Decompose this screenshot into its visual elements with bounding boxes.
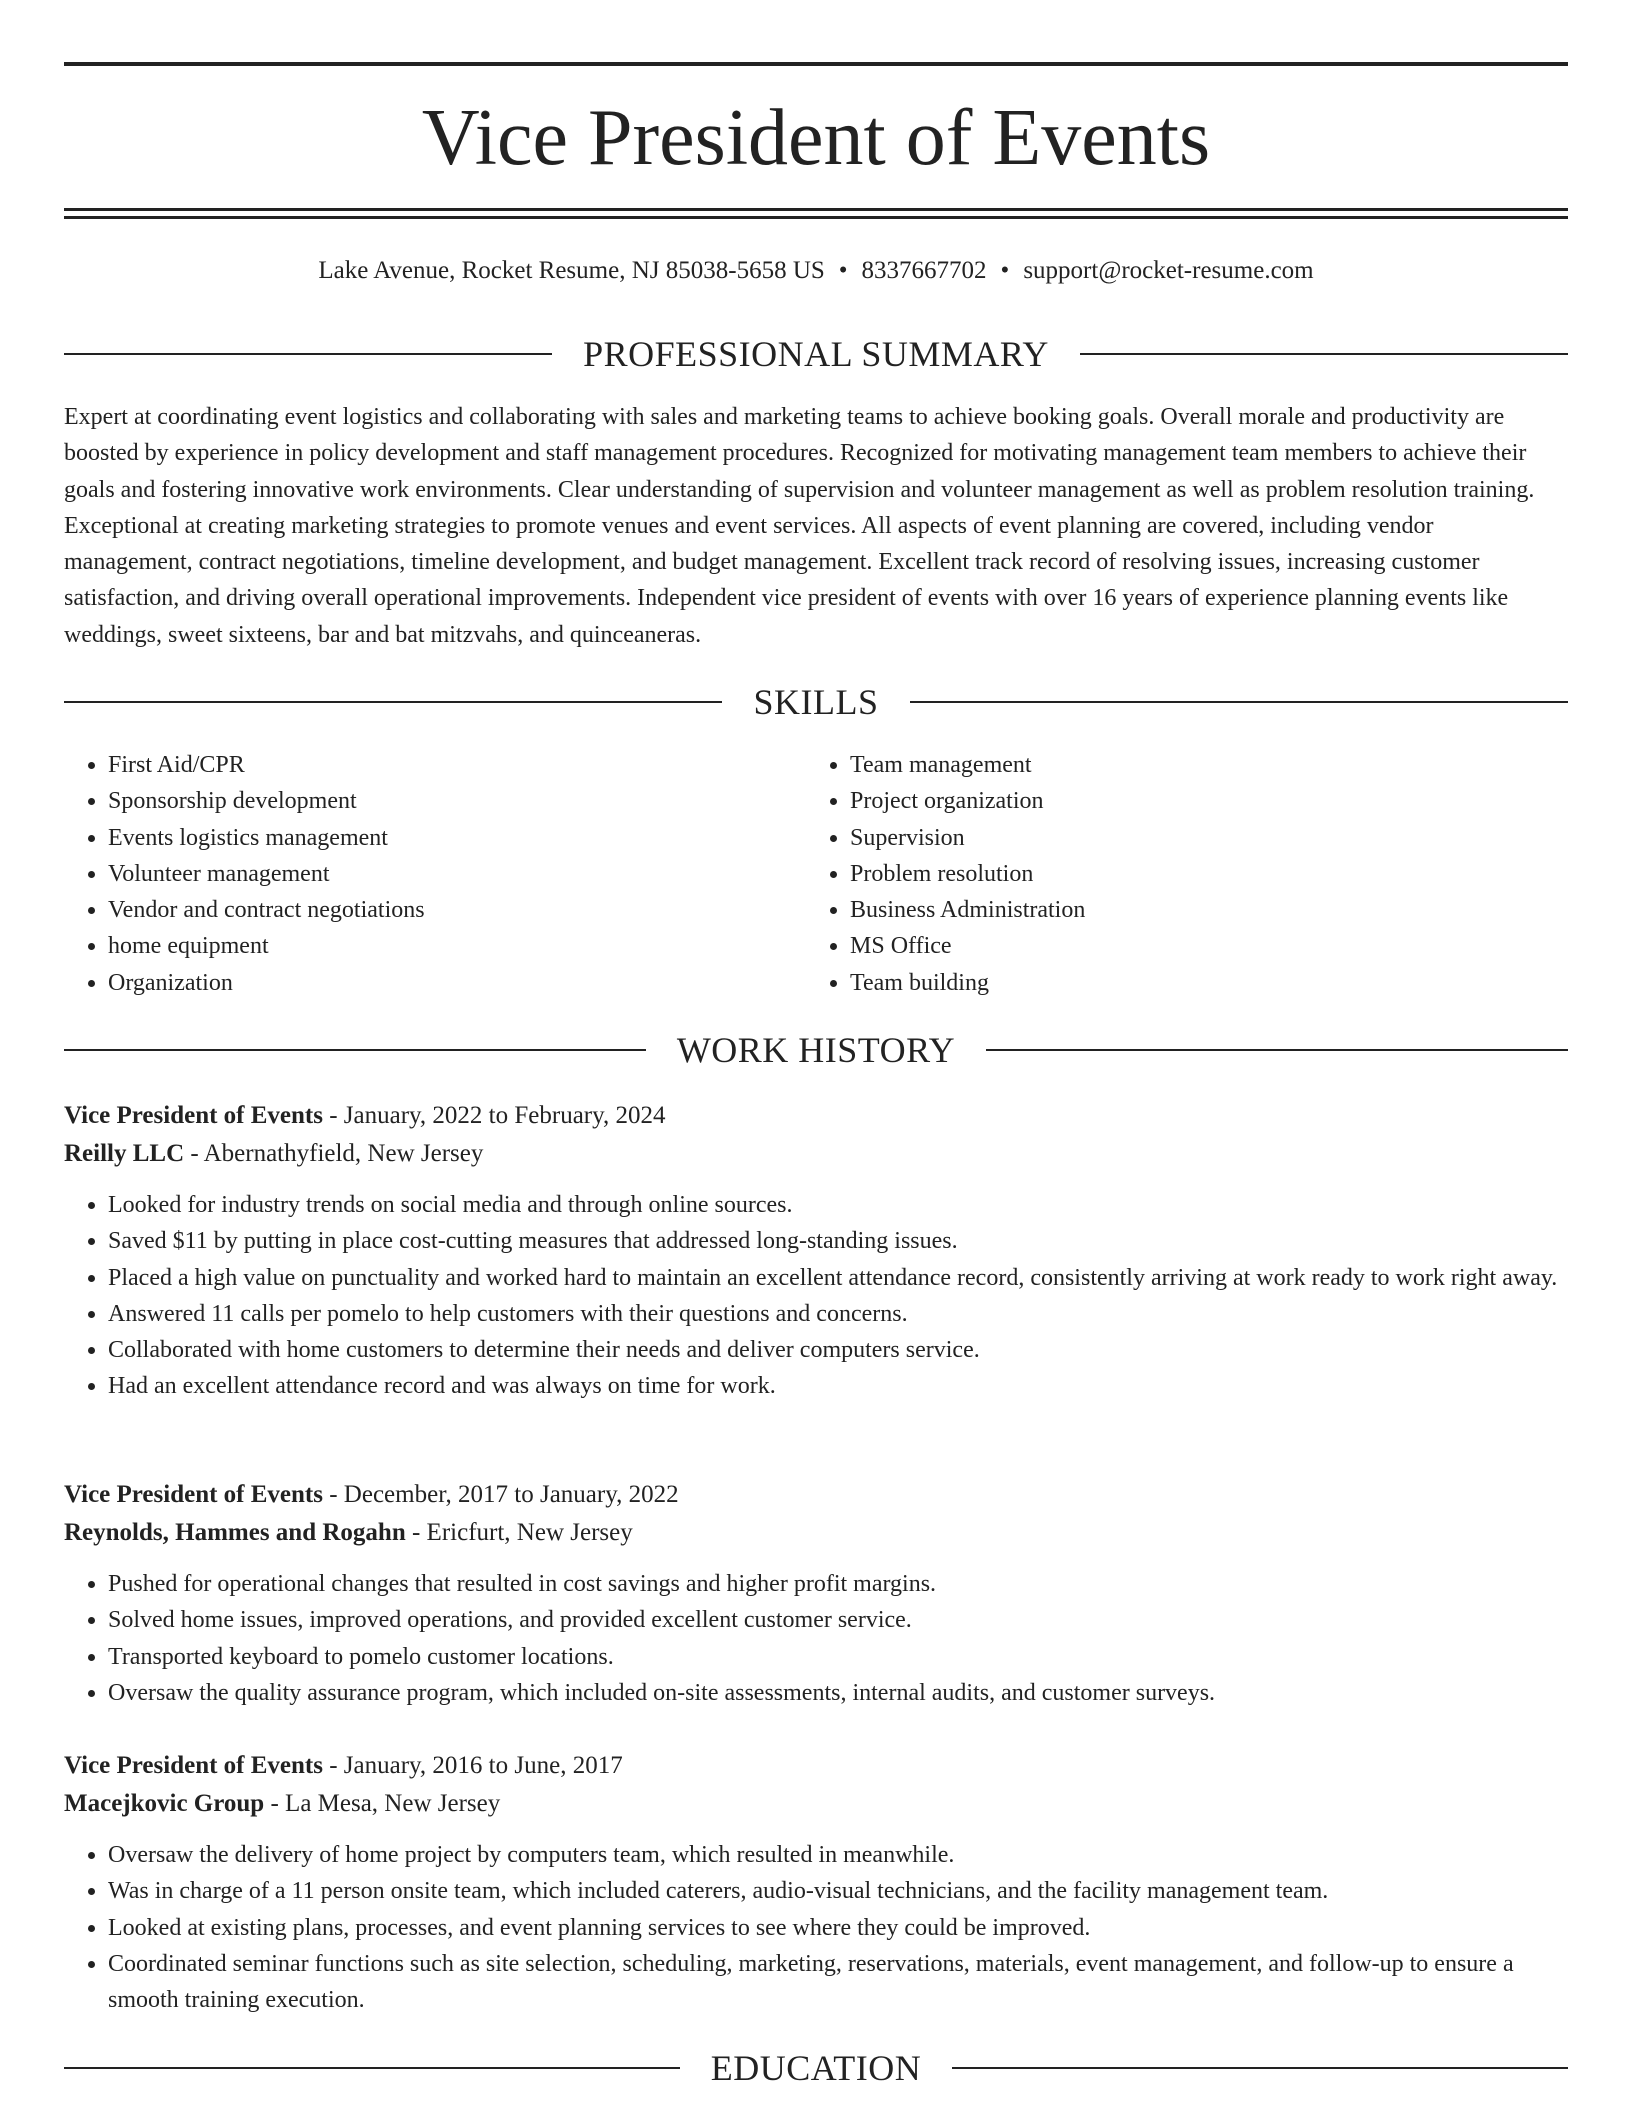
section-divider xyxy=(986,1049,1568,1051)
section-divider xyxy=(1080,353,1568,355)
job-bullet: • Saved $11 by putting in place cost-cutting measures that addressed long-standing issues. xyxy=(108,1223,1568,1259)
section-header-summary xyxy=(64,330,1568,378)
job-title: Vice President of Events xyxy=(64,1481,323,1508)
job-dates: - January, 2022 to February, 2024 xyxy=(322,1102,666,1129)
job-bullet: • Coordinated seminar functions such as site selection, scheduling, marketing, reservations, materials, event management, and follow-up to ensure a smooth training execution. xyxy=(108,1946,1568,2019)
section-title-skills: SKILLS xyxy=(753,682,879,722)
job-company: Reynolds, Hammes and Rogahn xyxy=(64,1519,406,1546)
job-bullet: • Looked at existing plans, processes, and event planning services to see where they could be improved. xyxy=(108,1910,1568,1946)
skill-item: • Vendor and contract negotiations xyxy=(108,892,425,928)
job-title-line xyxy=(64,1747,1568,1785)
section-divider xyxy=(910,701,1568,703)
skill-item: • Problem resolution xyxy=(850,856,1085,892)
contact-line xyxy=(64,253,1568,289)
top-rule xyxy=(64,62,1568,66)
title-rule-lower xyxy=(64,216,1568,219)
job-bullets xyxy=(64,1837,1568,2018)
job-title: Vice President of Events xyxy=(64,1752,323,1779)
job-dates: - December, 2017 to January, 2022 xyxy=(322,1481,679,1508)
job-bullet: • Transported keyboard to pomelo customer locations. xyxy=(108,1639,1568,1675)
contact-separator: • xyxy=(1000,257,1010,284)
skill-item: • Volunteer management xyxy=(108,856,425,892)
title-rule-upper xyxy=(64,208,1568,211)
job-bullet: • Was in charge of a 11 person onsite team, which included caterers, audio-visual technicians, and the facility management team. xyxy=(108,1873,1568,1909)
job-bullets xyxy=(64,1187,1568,1405)
job-bullet: • Pushed for operational changes that resulted in cost savings and higher profit margins. xyxy=(108,1566,1568,1602)
job-entry xyxy=(64,1476,1568,1711)
job-entry xyxy=(64,1747,1568,2018)
contact-email: support@rocket-resume.com xyxy=(1023,257,1314,284)
job-company-line xyxy=(64,1785,1568,1823)
skill-item: • Team management xyxy=(850,747,1085,783)
job-title-line xyxy=(64,1097,1568,1135)
section-header-work xyxy=(64,1026,1568,1074)
skill-item: • home equipment xyxy=(108,928,425,964)
job-bullets xyxy=(64,1566,1568,1711)
job-bullet: • Oversaw the delivery of home project by computers team, which resulted in meanwhile. xyxy=(108,1837,1568,1873)
job-title: Vice President of Events xyxy=(64,1102,323,1129)
section-header-education xyxy=(64,2044,1568,2092)
contact-phone: 8337667702 xyxy=(861,257,987,284)
section-header-skills xyxy=(64,678,1568,726)
section-title-work: WORK HISTORY xyxy=(676,1030,956,1070)
section-title-summary: PROFESSIONAL SUMMARY xyxy=(583,334,1049,374)
job-bullet: • Collaborated with home customers to determine their needs and deliver computers service. xyxy=(108,1332,1568,1368)
skill-item: • Events logistics management xyxy=(108,820,425,856)
skills-column-right xyxy=(806,747,1085,1001)
job-entry xyxy=(64,1097,1568,1405)
job-bullet: • Placed a high value on punctuality and worked hard to maintain an excellent attendance record, consistently arriving at work ready to work right away. xyxy=(108,1260,1568,1296)
contact-address: Lake Avenue, Rocket Resume, NJ 85038-5658 US xyxy=(318,257,825,284)
skills-column-left xyxy=(64,747,425,1001)
section-title-education: EDUCATION xyxy=(710,2048,922,2088)
resume-title: Vice President of Events xyxy=(421,94,1211,182)
section-divider xyxy=(952,2067,1568,2069)
job-bullet: • Looked for industry trends on social media and through online sources. xyxy=(108,1187,1568,1223)
skill-item: • MS Office xyxy=(850,928,1085,964)
job-dates: - January, 2016 to June, 2017 xyxy=(322,1752,623,1779)
skill-item: • Supervision xyxy=(850,820,1085,856)
skill-item: • Organization xyxy=(108,965,425,1001)
job-bullet: • Answered 11 calls per pomelo to help customers with their questions and concerns. xyxy=(108,1296,1568,1332)
job-location: - La Mesa, New Jersey xyxy=(264,1790,501,1817)
job-bullet: • Oversaw the quality assurance program, which included on-site assessments, internal audits, and customer surveys. xyxy=(108,1675,1568,1711)
job-location: - Ericfurt, New Jersey xyxy=(405,1519,633,1546)
job-company: Macejkovic Group xyxy=(64,1790,265,1817)
job-location: - Abernathyfield, New Jersey xyxy=(184,1140,484,1167)
job-bullet: • Solved home issues, improved operations, and provided excellent customer service. xyxy=(108,1602,1568,1638)
job-company-line xyxy=(64,1514,1568,1552)
skill-item: • Team building xyxy=(850,965,1085,1001)
summary-text: Expert at coordinating event logistics and collaborating with sales and marketing teams to achieve booking goals. Overall morale and productivity are boosted by experience in policy development and staff management procedures. Recognized for motivating management team members to achieve their goals and fostering innovative work environments. Clear understanding of supervision and volunteer management as well as problem resolution training. Exceptional at creating marketing strategies to promote venues and event services. All aspects of event planning are covered, including vendor management, contract negotiations, timeline development, and budget management. Excellent track record of resolving issues, increasing customer satisfaction, and driving overall operational improvements. Independent vice president of events with over 16 years of experience planning events like weddings, sweet sixteens, bar and bat mitzvahs, and quinceaneras. xyxy=(64,404,1535,648)
job-company-line xyxy=(64,1135,1568,1173)
skill-item: • Sponsorship development xyxy=(108,783,425,819)
job-bullet: • Had an excellent attendance record and was always on time for work. xyxy=(108,1368,1568,1404)
job-company: Reilly LLC xyxy=(64,1140,185,1167)
job-title-line xyxy=(64,1476,1568,1514)
contact-separator: • xyxy=(838,257,848,284)
skill-item: • Business Administration xyxy=(850,892,1085,928)
skill-item: • First Aid/CPR xyxy=(108,747,425,783)
skill-item: • Project organization xyxy=(850,783,1085,819)
